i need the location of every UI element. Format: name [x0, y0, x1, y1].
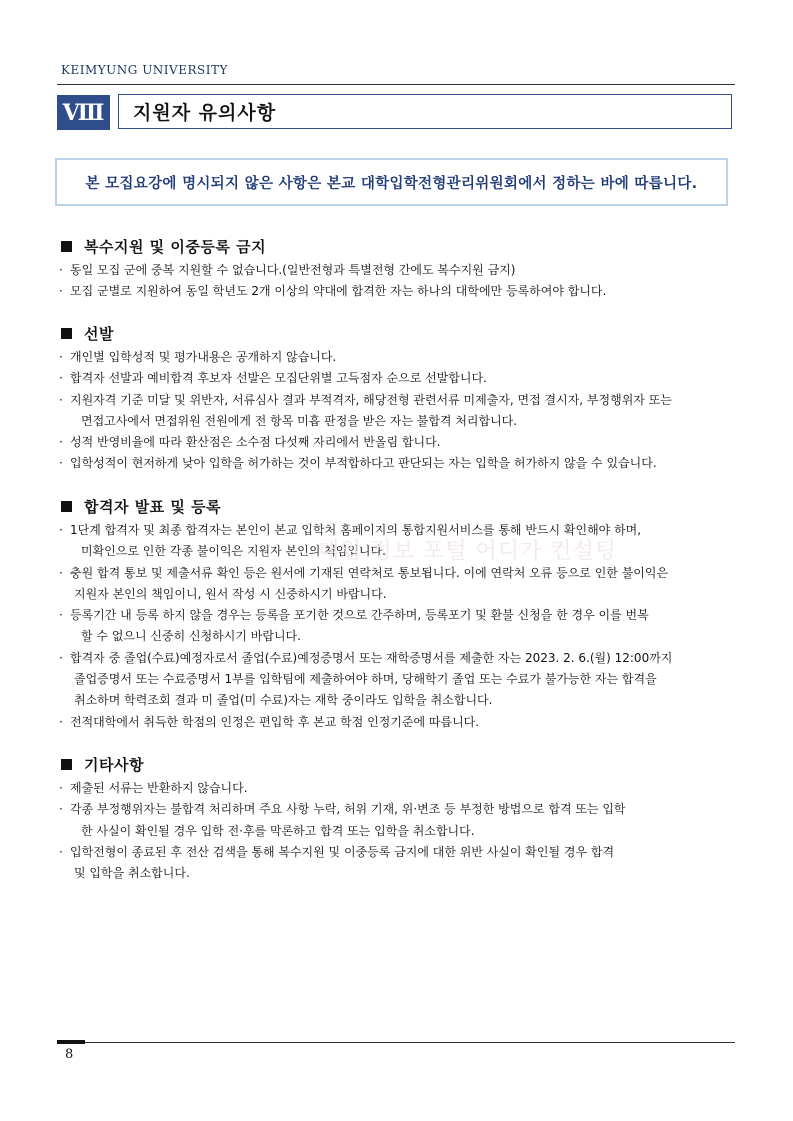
- section-title: [59, 754, 739, 774]
- list-item: · 입학전형이 종료된 후 전산 검색을 통해 복수지원 및 이중등록 금지에 대한 위반 사실이 확인될 경우 합격 및 입학을 취소합니다.: [59, 844, 615, 881]
- list-item: · 입학성적이 현저하게 낮아 입학을 허가하는 것이 부적합하다고 판단되는 자는 입학을 허가하지 않을 수 있습니다.: [59, 456, 657, 471]
- chapter-title: 지원자 유의사항: [133, 102, 277, 124]
- section-selection: [59, 323, 739, 475]
- section-title: [59, 496, 739, 516]
- square-bullet-icon: [61, 501, 72, 512]
- footer-tab-mark: [57, 1040, 85, 1044]
- list-item: · 충원 합격 통보 및 제출서류 확인 등은 원서에 기재된 연락처로 통보됩니다. 이에 연락처 오류 등으로 인한 불이익은 지원자 본인의 책임이니, 원서 작성 시 신중하시기 바랍니다.: [59, 565, 669, 601]
- watermark: 대입 정보 포털 어디가 컨설팅: [318, 539, 617, 564]
- list-item: · 각종 부정행위자는 불합격 처리하며 주요 사항 누락, 허위 기재, 위·변조 등 부정한 방법으로 합격 또는 입학 한 사실이 확인될 경우 입학 전·후를 막론하고 합격 또는 입학을 취소합니다.: [59, 802, 626, 838]
- list-item: · 제출된 서류는 반환하지 않습니다.: [59, 781, 248, 795]
- section-title-text: 기타사항: [84, 755, 144, 774]
- list-item: · 전적대학에서 취득한 학점의 인정은 편입학 후 본교 학점 인정기준에 따릅니다.: [59, 714, 480, 729]
- list-item: · 합격자 선발과 예비합격 후보자 선발은 모집단위별 고득점자 순으로 선발합니다.: [59, 371, 487, 386]
- notice-box: [55, 158, 728, 206]
- square-bullet-icon: [61, 328, 72, 339]
- section-title-text: 선발: [84, 324, 114, 343]
- section-other: [59, 754, 739, 884]
- footer-divider: [57, 1042, 735, 1043]
- list-item: · 합격자 중 졸업(수료)예정자로서 졸업(수료)예정증명서 또는 재학증명서를 제출한 자는 2023. 2. 6.(월) 12:00까지 졸업증명서 또는 수료증명서 1부를 입학팀에 제출하여야 하며, 당해학기 졸업 또는 수료가 불가능한 자는 합격을 취소하며 학력조회 결과 미 졸업(미 수료)자는 재학 중이라도 입학을 취소합니다.: [59, 650, 673, 708]
- notice-text: 본 모집요강에 명시되지 않은 사항은 본교 대학입학전형관리위원회에서 정하는 바에 따릅니다.: [85, 175, 698, 192]
- list-item: · 성적 반영비율에 따라 환산점은 소수점 다섯째 자리에서 반올림 합니다.: [59, 435, 441, 450]
- list-item: · 동일 모집 군에 중복 지원할 수 없습니다.(일반전형과 특별전형 간에도 복수지원 금지): [59, 263, 516, 277]
- section-duplicate-application: [59, 236, 739, 303]
- list-item: · 등록기간 내 등록 하지 않을 경우는 등록을 포기한 것으로 간주하며, 등록포기 및 환불 신청을 한 경우 이를 번복 할 수 없으니 신중히 신청하시기 바랍니다.: [59, 608, 649, 644]
- list-item: · 개인별 입학성적 및 평가내용은 공개하지 않습니다.: [59, 350, 337, 364]
- section-title: [59, 323, 739, 343]
- list-item: · 모집 군별로 지원하여 동일 학년도 2개 이상의 약대에 합격한 자는 하나의 대학에만 등록하여야 합니다.: [59, 284, 607, 299]
- section-title-text: 합격자 발표 및 등록: [84, 497, 222, 516]
- chapter-number-badge: Ⅷ: [57, 95, 110, 130]
- list-item: · 지원자격 기준 미달 및 위반자, 서류심사 결과 부적격자, 해당전형 관련서류 미제출자, 면접 결시자, 부정행위자 또는 면접고사에서 면접위원 전원에게 전 항목 미흡 판정을 받은 자는 불합격 처리합니다.: [59, 392, 672, 428]
- section-title: [59, 236, 739, 256]
- page-number: 8: [65, 1047, 74, 1062]
- square-bullet-icon: [61, 759, 72, 770]
- section-announcement-registration: [59, 496, 739, 733]
- university-name: KEIMYUNG UNIVERSITY: [61, 63, 228, 77]
- list-item: · 1단계 합격자 및 최종 합격자는 본인이 본교 입학처 홈페이지의 통합지원서비스를 통해 반드시 확인해야 하며, 미확인으로 인한 각종 불이익은 지원자 본인의 책임입니다.: [59, 523, 642, 559]
- square-bullet-icon: [61, 241, 72, 252]
- header-divider: [57, 84, 735, 85]
- section-title-text: 복수지원 및 이중등록 금지: [84, 237, 267, 256]
- chapter-title-box: [118, 94, 732, 129]
